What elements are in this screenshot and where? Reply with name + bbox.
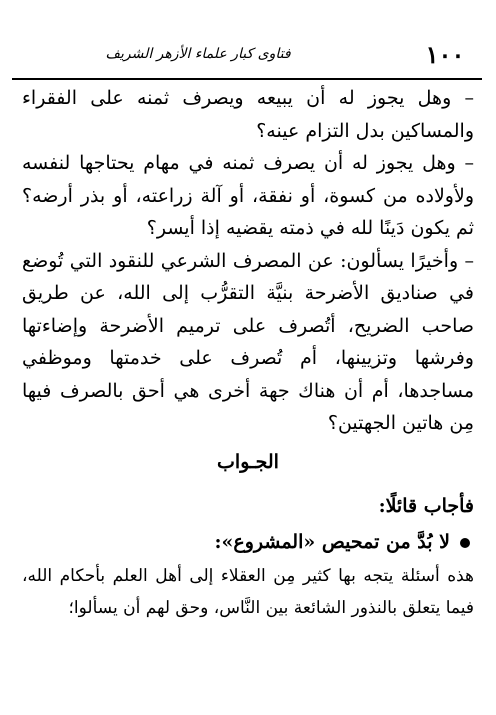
- header-divider: [12, 78, 482, 80]
- page-header: [0, 0, 496, 82]
- page-body: [22, 82, 474, 624]
- bullet-item: [22, 524, 474, 560]
- question-paragraph: – وهل يجوز له أن يبيعه ويصرف ثمنه على الفقراء والمساكين بدل التزام عينه؟: [22, 87, 474, 142]
- question-paragraph: – وهل يجوز له أن يصرف ثمنه في مهام يحتاجها لنفسه ولأولاده من كسوة، أو نفقة، أو آلة زراعته، أو بذر أرضه؟ ثم يكون دَينًا لله في ذمته يقضيه إذا أيسر؟: [22, 152, 474, 239]
- running-title: فتاوى كبار علماء الأزهر الشريف: [105, 46, 291, 62]
- page-number: ١٠٠: [425, 40, 465, 69]
- bullet-text: لا بُدَّ من تمحيص «المشروع»:: [214, 530, 450, 553]
- bullet-icon: [460, 538, 470, 548]
- answer-lead: فأجاب قائلًا:: [378, 494, 474, 517]
- answer-heading: الجـواب: [217, 450, 279, 473]
- question-paragraph: – وأخيرًا يسألون: عن المصرف الشرعي للنقود التي تُوضع في صناديق الأضرحة بنيَّة التقرُّب إلى الله، عن طريق صاحب الضريح، أتُصرف على ترميم الأضرحة وإضاءتها وفرشها وتزيينها، أم تُصرف على خدمتها وموظفي مساجدها، أم أن هناك جهة أخرى هي أحق بالصرف فيها مِن هاتين الجهتين؟: [22, 249, 474, 434]
- answer-paragraph: هذه أسئلة يتجه بها كثير مِن العقلاء إلى أهل العلم بأحكام الله، فيما يتعلق بالنذور الشائعة بين النَّاس، وحق لهم أن يسألوا؛: [22, 565, 474, 618]
